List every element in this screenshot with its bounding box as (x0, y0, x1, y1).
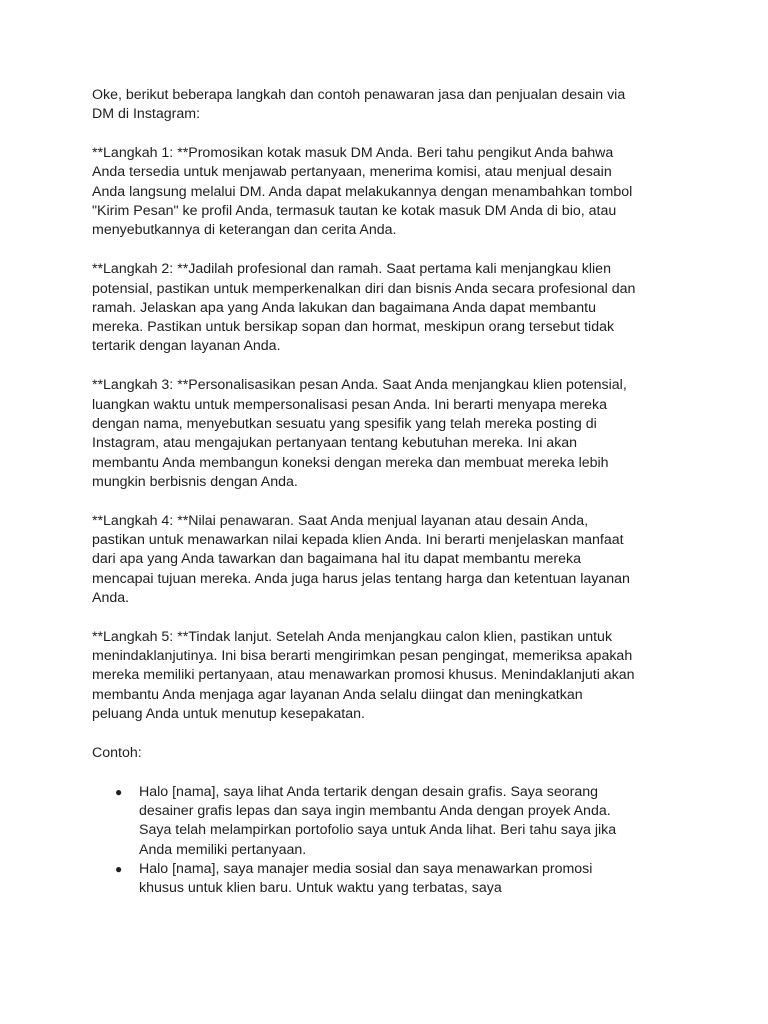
bullet-icon: ● (115, 784, 123, 799)
examples-label: Contoh: (92, 744, 142, 761)
step-4-paragraph: **Langkah 4: **Nilai penawaran. Saat Anda menjual layanan atau desain Anda, pastikan untuk menawarkan nilai kepada klien Anda. Ini berarti menjelaskan manfaat dari apa yang Anda tawarkan dan bagaimana hal itu dapat membantu mereka mencapai tujuan mereka. Anda juga harus jelas tentang harga dan ketentuan layanan Anda. (92, 512, 630, 606)
bullet-icon: ● (115, 861, 123, 876)
list-item (92, 860, 637, 899)
step-1-paragraph: **Langkah 1: **Promosikan kotak masuk DM Anda. Beri tahu pengikut Anda bahwa Anda tersedia untuk menjawab pertanyaan, menerima komisi, atau menjual desain Anda langsung melalui DM. Anda dapat melakukannya dengan menambahkan tombol "Kirim Pesan" ke profil Anda, termasuk tautan ke kotak masuk DM Anda di bio, atau menyebutkannya di keterangan dan cerita Anda. (92, 145, 633, 239)
examples-list (92, 783, 637, 899)
example-2-text: Halo [nama], saya manajer media sosial dan saya menawarkan promosi khusus untuk klien baru. Untuk waktu yang terbatas, saya (139, 860, 593, 897)
step-5-paragraph: **Langkah 5: **Tindak lanjut. Setelah Anda menjangkau calon klien, pastikan untuk menindaklanjutinya. Ini bisa berarti mengirimkan pesan pengingat, memeriksa apakah mereka memiliki pertanyaan, atau menawarkan promosi khusus. Menindaklanjuti akan membantu Anda menjaga agar layanan Anda selalu diingat dan meningkatkan peluang Anda untuk menutup kesepakatan. (92, 628, 635, 722)
step-3-paragraph: **Langkah 3: **Personalisasikan pesan Anda. Saat Anda menjangkau klien potensial, luangkan waktu untuk mempersonalisasi pesan Anda. Ini berarti menyapa mereka dengan nama, menyebutkan sesuatu yang spesifik yang telah mereka posting di Instagram, atau mengajukan pertanyaan tentang kebutuhan mereka. Ini akan membantu Anda membangun koneksi dengan mereka dan membuat mereka lebih mungkin berbisnis dengan Anda. (92, 377, 627, 490)
intro-paragraph: Oke, berikut beberapa langkah dan contoh penawaran jasa dan penjualan desain via DM di Instagram: (92, 87, 626, 123)
step-2-paragraph: **Langkah 2: **Jadilah profesional dan ramah. Saat pertama kali menjangkau klien potensial, pastikan untuk memperkenalkan diri dan bisnis Anda secara profesional dan ramah. Jelaskan apa yang Anda lakukan dan bagaimana Anda dapat membantu mereka. Pastikan untuk bersikap sopan dan hormat, meskipun orang tersebut tidak tertarik dengan layanan Anda. (92, 261, 636, 355)
document-body (92, 86, 637, 899)
example-1-text: Halo [nama], saya lihat Anda tertarik dengan desain grafis. Saya seorang desainer grafis lepas dan saya ingin membantu Anda dengan proyek Anda. Saya telah melampirkan portofolio saya untuk Anda lihat. Beri tahu saya jika Anda memiliki pertanyaan. (139, 783, 617, 858)
list-item (92, 783, 637, 860)
